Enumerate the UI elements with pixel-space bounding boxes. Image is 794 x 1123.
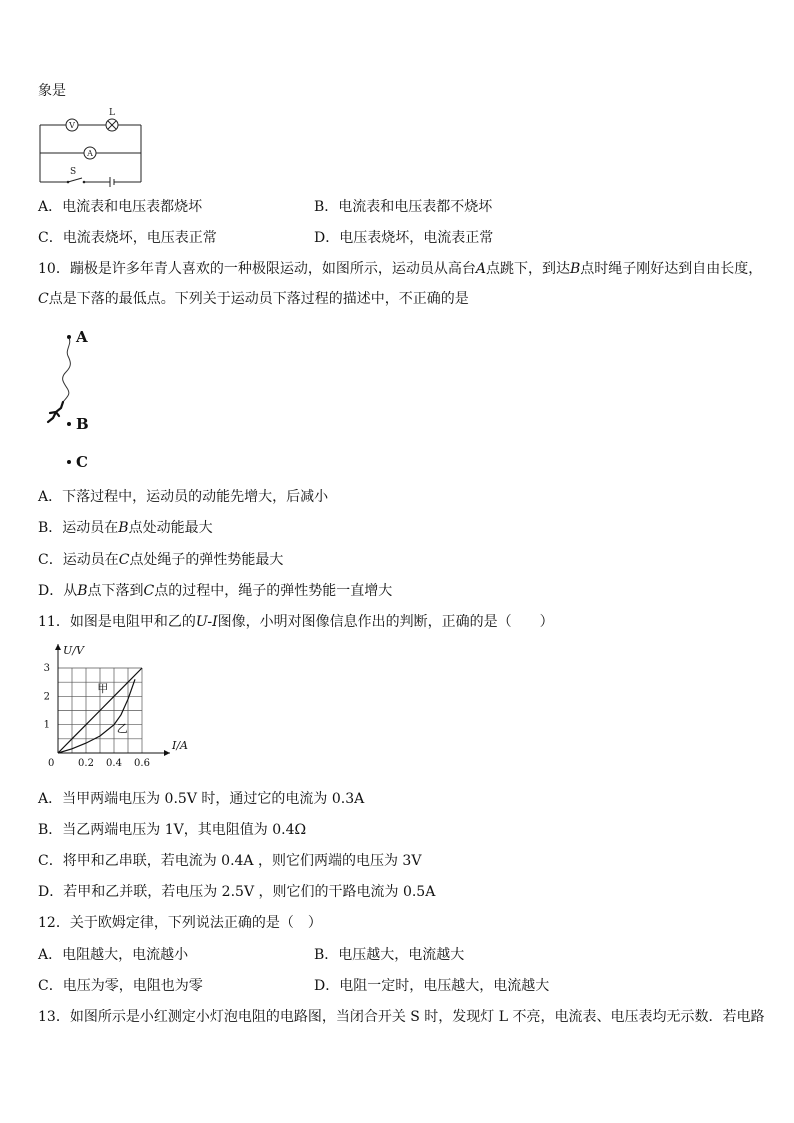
y-axis-arrow-icon (55, 644, 61, 650)
lamp-label: L (109, 108, 115, 118)
voltmeter-label: V (69, 121, 75, 130)
q9-circuit-diagram (30, 104, 160, 194)
q11-ui-chart (36, 640, 206, 775)
q10-option-d: D．从B点下落到C点的过程中，绳子的弹性势能一直增大 (38, 583, 393, 599)
switch-label: S (70, 167, 77, 177)
q9-option-b: B．电流表和电压表都不烧坏 (314, 199, 493, 215)
q11-stem: 11．如图是电阻甲和乙的U-I图像，小明对图像信息作出的判断，正确的是（ ） (38, 614, 554, 630)
q11-option-b: B．当乙两端电压为 1V，其电阻值为 0.4Ω (38, 822, 307, 838)
q9-option-a: A．电流表和电压表都烧坏 (38, 199, 203, 215)
q12-option-a: A．电阻越大，电流越小 (38, 947, 189, 963)
jumper-icon (48, 402, 63, 422)
y-tick-label: 2 (43, 691, 50, 703)
q12-option-d: D．电阻一定时，电压越大，电流越大 (314, 978, 550, 994)
q12-option-b: B．电压越大，电流越大 (314, 947, 465, 963)
q9-stem-tail: 象是 (38, 83, 66, 99)
series-label-yi: 乙 (116, 721, 128, 735)
bungee-rope (63, 338, 71, 402)
point-b-label: B (76, 415, 89, 433)
x-tick-label: 0.6 (134, 758, 150, 769)
point-a-label: A (76, 328, 88, 346)
q10-option-b: B．运动员在B点处动能最大 (38, 520, 213, 536)
q10-stem-line1: 10．蹦极是许多年青人喜欢的一种极限运动，如图所示，运动员从高台A点跳下，到达B点时绳子刚好达到自由长度， (38, 261, 763, 277)
q9-option-d: D．电压表烧坏，电流表正常 (314, 230, 494, 246)
q10-stem-line2: C点是下落的最低点。下列关于运动员下落过程的描述中，不正确的是 (38, 291, 469, 307)
q12-stem: 12．关于欧姆定律，下列说法正确的是（ ） (38, 915, 322, 931)
q9-option-c: C．电流表烧坏，电压表正常 (38, 230, 217, 246)
q10-option-a: A．下落过程中，运动员的动能先增大，后减小 (38, 489, 329, 505)
chart-labels (63, 644, 188, 752)
q13-stem: 13．如图所示是小红测定小灯泡电阻的电路图，当闭合开关 S 时，发现灯 L 不亮，电流表、电压表均无示数．若电路 (38, 1009, 765, 1025)
x-axis-label: I/A (172, 739, 188, 752)
q12-option-c: C．电压为零，电阻也为零 (38, 978, 203, 994)
y-tick-label: 3 (43, 663, 50, 674)
q10-option-c: C．运动员在C点处绳子的弹性势能最大 (38, 552, 284, 568)
q10-bungee-figure (36, 322, 116, 472)
q11-option-d: D．若甲和乙并联，若电压为 2.5V ，则它们的干路电流为 0.5A (38, 884, 436, 900)
x-tick-label: 0.4 (106, 758, 122, 769)
series-label-jia: 甲 (97, 682, 109, 696)
q11-option-c: C．将甲和乙串联，若电流为 0.4A ，则它们两端的电压为 3V (38, 853, 422, 869)
q11-option-a: A．当甲两端电压为 0.5V 时，通过它的电流为 0.3A (38, 791, 365, 807)
point-c-label: C (76, 453, 88, 471)
origin-label: 0 (48, 758, 55, 769)
y-axis-label: U/V (63, 644, 84, 657)
x-axis-arrow-icon (164, 750, 170, 756)
y-tick-label: 1 (43, 719, 50, 731)
x-tick-label: 0.2 (78, 758, 94, 769)
ammeter-label: A (87, 149, 93, 158)
